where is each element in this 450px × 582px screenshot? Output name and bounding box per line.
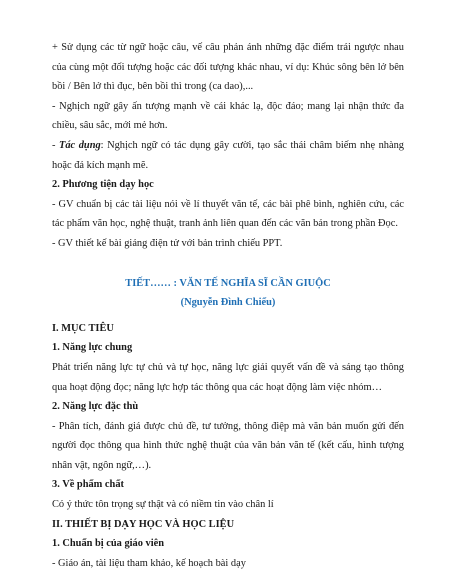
paragraph-specific-competence: - Phân tích, đánh giá được chủ đề, tư tưởng, thông điệp mà văn bản muốn gửi đến người đọc thông qua hình thức nghệ thuật của văn bản văn tế (kết cấu, hình tượng nhân vật, ngôn ngữ,…). bbox=[52, 420, 404, 471]
effect-prefix: - bbox=[52, 139, 60, 151]
document-page bbox=[52, 38, 404, 573]
paragraph-slides: - GV thiết kế bài giảng điện tử với bản trình chiếu PPT. bbox=[52, 237, 283, 249]
paragraph-antithesis-examples: + Sử dụng các từ ngữ hoặc câu, vế câu phản ánh những đặc điểm trái ngược nhau của cùng một đối tượng hoặc các đối tượng khác nhau, ví dụ: Khúc sông bên lở bên bồi / Bên lở thì đục, bên bồi thì trong (ca dao),... bbox=[52, 42, 404, 93]
heading-general-competence: 1. Năng lực chung bbox=[52, 342, 133, 354]
paragraph-teacher-materials: - GV chuẩn bị các tài liệu nói về lí thuyết văn tế, các bài phê bình, nghiên cứu, các tác phẩm văn học, nghệ thuật, tranh ảnh liên quan đến các văn bản trong phần Đọc. bbox=[52, 198, 404, 230]
heading-teaching-aids: 2. Phương tiện dạy học bbox=[52, 179, 154, 191]
paragraph-teacher-preparation: - Giáo án, tài liệu tham khảo, kế hoạch bài dạy bbox=[52, 557, 246, 569]
paragraph-general-competence: Phát triển năng lực tự chủ và tự học, năng lực giải quyết vấn đề và sáng tạo thông qua hoạt động đọc; năng lực hợp tác thông qua các hoạt động làm việc nhóm… bbox=[52, 361, 404, 393]
paragraph-effect bbox=[52, 136, 404, 175]
heading-objectives: I. MỤC TIÊU bbox=[52, 322, 114, 334]
paragraph-qualities: Có ý thức tôn trọng sự thật và có niềm tin vào chân lí bbox=[52, 499, 274, 511]
effect-text: : Nghịch ngữ có tác dụng gây cười, tạo sắc thái châm biếm nhẹ nhàng hoặc đả kích mạnh mẽ. bbox=[52, 139, 404, 171]
paragraph-antithesis-impression: - Nghịch ngữ gây ấn tượng mạnh về cái khác lạ, độc đáo; mang lại nhận thức đa chiều, sâu sắc, mới mẻ hơn. bbox=[52, 100, 404, 132]
heading-equipment: II. THIẾT BỊ DẠY HỌC VÀ HỌC LIỆU bbox=[52, 518, 235, 530]
lesson-author: (Nguyễn Đình Chiểu) bbox=[180, 297, 276, 309]
heading-specific-competence: 2. Năng lực đặc thù bbox=[52, 401, 139, 413]
heading-qualities: 3. Về phẩm chất bbox=[52, 479, 124, 491]
effect-label: Tác dụng bbox=[59, 139, 101, 151]
lesson-title: TIẾT…… : VĂN TẾ NGHĨA SĨ CẦN GIUỘC bbox=[125, 277, 331, 289]
heading-teacher-preparation: 1. Chuẩn bị của giáo viên bbox=[52, 538, 165, 550]
